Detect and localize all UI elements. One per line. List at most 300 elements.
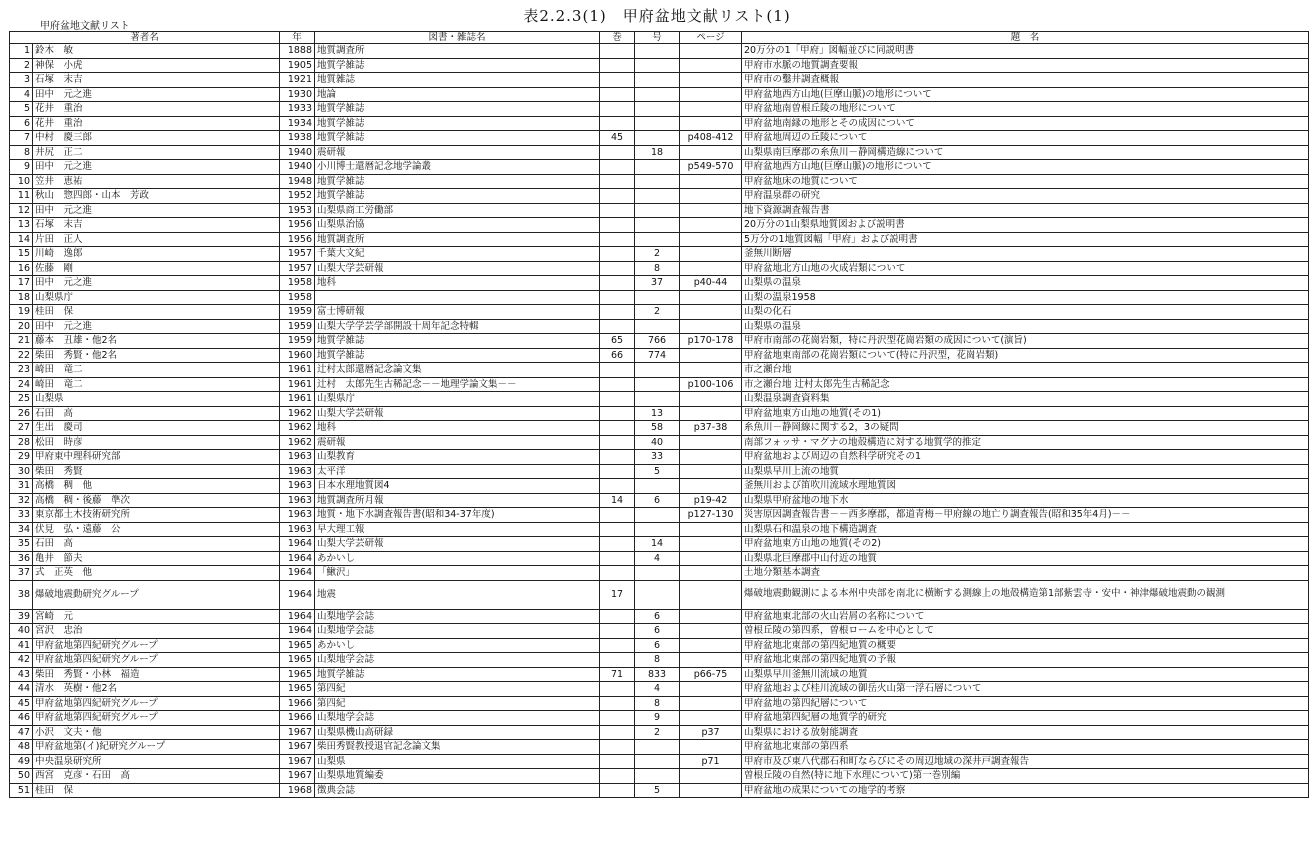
title-cell: 甲府盆地周辺の丘陵について — [742, 131, 1309, 146]
author-cell: 東京都土木技術研究所 — [33, 508, 280, 523]
issue-cell: 766 — [635, 334, 680, 349]
author-cell: 宮崎 元 — [33, 609, 280, 624]
journal-cell: 山梨県機山高研録 — [315, 725, 600, 740]
volume-cell — [600, 450, 635, 465]
table-row — [10, 131, 1309, 146]
title-cell: 土地分類基本調査 — [742, 566, 1309, 581]
pages-cell — [680, 435, 742, 450]
row-number: 42 — [10, 653, 33, 668]
volume-cell — [600, 276, 635, 291]
journal-cell: 日本水理地質図4 — [315, 479, 600, 494]
title-cell: 山梨温泉調査資料集 — [742, 392, 1309, 407]
year-cell: 1940 — [280, 145, 315, 160]
pages-cell — [680, 102, 742, 117]
issue-cell — [635, 392, 680, 407]
table-row — [10, 377, 1309, 392]
journal-cell: 地質学雑誌 — [315, 174, 600, 189]
pages-cell — [680, 522, 742, 537]
table-row — [10, 290, 1309, 305]
row-number: 51 — [10, 783, 33, 798]
table-row — [10, 711, 1309, 726]
year-cell: 1948 — [280, 174, 315, 189]
issue-cell — [635, 218, 680, 233]
table-row — [10, 392, 1309, 407]
row-number: 2 — [10, 58, 33, 73]
volume-cell — [600, 392, 635, 407]
volume-cell — [600, 522, 635, 537]
year-cell: 1968 — [280, 783, 315, 798]
journal-cell: 地質学雑誌 — [315, 58, 600, 73]
pages-cell — [680, 261, 742, 276]
table-row — [10, 638, 1309, 653]
row-number: 21 — [10, 334, 33, 349]
title-cell: 甲府市水脈の地質調査要報 — [742, 58, 1309, 73]
pages-cell: p37 — [680, 725, 742, 740]
title-cell: 甲府市及び東八代郡石和町ならびにその周辺地域の深井戸調査報告 — [742, 754, 1309, 769]
table-row — [10, 624, 1309, 639]
title-cell: 山梨県の温泉 — [742, 319, 1309, 334]
pages-cell — [680, 537, 742, 552]
title-cell: 市之瀬台地 — [742, 363, 1309, 378]
row-number: 24 — [10, 377, 33, 392]
row-number: 49 — [10, 754, 33, 769]
table-row — [10, 319, 1309, 334]
author-cell: 藤本 丑雄・他2名 — [33, 334, 280, 349]
pages-cell — [680, 609, 742, 624]
row-number: 14 — [10, 232, 33, 247]
journal-cell: 地質学雑誌 — [315, 334, 600, 349]
table-row — [10, 508, 1309, 523]
pages-cell — [680, 696, 742, 711]
row-number: 12 — [10, 203, 33, 218]
volume-cell — [600, 160, 635, 175]
journal-cell: 第四紀 — [315, 696, 600, 711]
volume-cell — [600, 682, 635, 697]
issue-cell — [635, 754, 680, 769]
title-cell: 甲府盆地東北部の火山岩屑の名称について — [742, 609, 1309, 624]
table-row — [10, 261, 1309, 276]
author-cell: 松田 時彦 — [33, 435, 280, 450]
row-number: 50 — [10, 769, 33, 784]
table-row — [10, 189, 1309, 204]
author-cell: 秋山 惣四郎・山本 芳政 — [33, 189, 280, 204]
author-cell: 井尻 正二 — [33, 145, 280, 160]
volume-cell — [600, 58, 635, 73]
journal-cell: 地質雑誌 — [315, 73, 600, 88]
year-cell: 1967 — [280, 740, 315, 755]
pages-cell — [680, 783, 742, 798]
journal-cell: 山梨大学芸研報 — [315, 537, 600, 552]
journal-cell: 地科 — [315, 421, 600, 436]
row-number: 17 — [10, 276, 33, 291]
journal-cell: 太平洋 — [315, 464, 600, 479]
pages-cell — [680, 218, 742, 233]
row-number: 27 — [10, 421, 33, 436]
issue-cell — [635, 131, 680, 146]
year-cell: 1934 — [280, 116, 315, 131]
row-number: 32 — [10, 493, 33, 508]
year-cell: 1960 — [280, 348, 315, 363]
issue-cell: 37 — [635, 276, 680, 291]
pages-cell — [680, 174, 742, 189]
volume-cell — [600, 290, 635, 305]
pages-cell — [680, 638, 742, 653]
issue-cell — [635, 102, 680, 117]
volume-cell — [600, 421, 635, 436]
journal-cell: 山梨大学学芸学部開設十周年記念特輯 — [315, 319, 600, 334]
title-cell: 市之瀬台地 辻村太郎先生古稀記念 — [742, 377, 1309, 392]
journal-cell: 山梨大学芸研報 — [315, 406, 600, 421]
issue-cell — [635, 508, 680, 523]
issue-cell — [635, 73, 680, 88]
journal-cell: 山梨県 — [315, 754, 600, 769]
table-row — [10, 406, 1309, 421]
year-cell: 1938 — [280, 131, 315, 146]
author-cell: 式 正英 他 — [33, 566, 280, 581]
journal-cell: 第四紀 — [315, 682, 600, 697]
volume-cell — [600, 116, 635, 131]
year-cell: 1940 — [280, 160, 315, 175]
author-cell: 山梨県庁 — [33, 290, 280, 305]
year-cell: 1964 — [280, 624, 315, 639]
author-cell: 甲府盆地第四紀研究グループ — [33, 711, 280, 726]
author-cell: 田中 元之進 — [33, 203, 280, 218]
year-cell: 1964 — [280, 609, 315, 624]
volume-cell — [600, 609, 635, 624]
title-cell: 山梨県石和温泉の地下構造調査 — [742, 522, 1309, 537]
journal-cell: 地質学雑誌 — [315, 131, 600, 146]
volume-cell — [600, 174, 635, 189]
issue-cell: 33 — [635, 450, 680, 465]
volume-cell — [600, 247, 635, 262]
literature-table — [9, 31, 1309, 798]
title-cell: 山梨県早川上流の地質 — [742, 464, 1309, 479]
year-cell: 1966 — [280, 696, 315, 711]
row-number: 4 — [10, 87, 33, 102]
row-number: 15 — [10, 247, 33, 262]
pages-cell — [680, 247, 742, 262]
pages-cell: p37-38 — [680, 421, 742, 436]
journal-cell: 地質調査所 — [315, 232, 600, 247]
header-cell-title: 題 名 — [742, 32, 1309, 44]
pages-cell — [680, 682, 742, 697]
journal-cell: 地震 — [315, 580, 600, 609]
volume-cell — [600, 218, 635, 233]
row-number: 19 — [10, 305, 33, 320]
row-number: 35 — [10, 537, 33, 552]
table-row — [10, 435, 1309, 450]
table-row — [10, 566, 1309, 581]
table-row — [10, 421, 1309, 436]
row-number: 39 — [10, 609, 33, 624]
issue-cell: 40 — [635, 435, 680, 450]
volume-cell — [600, 189, 635, 204]
pages-cell: p408-412 — [680, 131, 742, 146]
title-cell: 山梨県南巨摩郡の糸魚川－静岡構造線について — [742, 145, 1309, 160]
pages-cell — [680, 392, 742, 407]
table-row — [10, 305, 1309, 320]
volume-cell: 17 — [600, 580, 635, 609]
table-row — [10, 218, 1309, 233]
journal-cell: 震研報 — [315, 435, 600, 450]
issue-cell: 6 — [635, 638, 680, 653]
issue-cell — [635, 232, 680, 247]
volume-cell — [600, 479, 635, 494]
table-row — [10, 232, 1309, 247]
table-row — [10, 522, 1309, 537]
pages-cell — [680, 44, 742, 59]
author-cell: 石塚 末吉 — [33, 218, 280, 233]
volume-cell — [600, 508, 635, 523]
author-cell: 中央温泉研究所 — [33, 754, 280, 769]
title-cell: 曽根丘陵の自然(特に地下水理について)第一巻別編 — [742, 769, 1309, 784]
author-cell: 柴田 秀賢 — [33, 464, 280, 479]
row-number: 3 — [10, 73, 33, 88]
volume-cell — [600, 624, 635, 639]
issue-cell — [635, 363, 680, 378]
author-cell: 花井 重治 — [33, 116, 280, 131]
issue-cell: 2 — [635, 305, 680, 320]
issue-cell: 58 — [635, 421, 680, 436]
title-cell: 甲府盆地北東部の第四紀地質の予報 — [742, 653, 1309, 668]
issue-cell: 6 — [635, 609, 680, 624]
author-cell: 田中 元之進 — [33, 276, 280, 291]
header-cell-journal: 図書・雑誌名 — [315, 32, 600, 44]
journal-cell — [315, 290, 600, 305]
volume-cell: 65 — [600, 334, 635, 349]
issue-cell: 2 — [635, 725, 680, 740]
issue-cell: 4 — [635, 682, 680, 697]
volume-cell — [600, 87, 635, 102]
title-cell: 釜無川断層 — [742, 247, 1309, 262]
year-cell: 1964 — [280, 580, 315, 609]
volume-cell — [600, 203, 635, 218]
author-cell: 高橋 稠・後藤 準次 — [33, 493, 280, 508]
row-number: 36 — [10, 551, 33, 566]
volume-cell — [600, 537, 635, 552]
pages-cell — [680, 580, 742, 609]
pages-cell — [680, 740, 742, 755]
table-row — [10, 653, 1309, 668]
year-cell: 1965 — [280, 682, 315, 697]
title-cell: 甲府盆地北東部の第四紀地質の概要 — [742, 638, 1309, 653]
issue-cell — [635, 58, 680, 73]
author-cell: 高橋 稠 他 — [33, 479, 280, 494]
journal-cell: 早大理工報 — [315, 522, 600, 537]
year-cell: 1961 — [280, 392, 315, 407]
journal-cell: 山梨教育 — [315, 450, 600, 465]
row-number: 13 — [10, 218, 33, 233]
volume-cell — [600, 769, 635, 784]
year-cell: 1958 — [280, 290, 315, 305]
pages-cell — [680, 348, 742, 363]
author-cell: 亀井 節夫 — [33, 551, 280, 566]
year-cell: 1967 — [280, 725, 315, 740]
table-row — [10, 160, 1309, 175]
year-cell: 1905 — [280, 58, 315, 73]
pages-cell: p71 — [680, 754, 742, 769]
document-title: 表2.2.3(1) 甲府盆地文献リスト(1) — [523, 7, 791, 25]
year-cell: 1963 — [280, 508, 315, 523]
row-number: 22 — [10, 348, 33, 363]
author-cell: 西宮 克彦・石田 高 — [33, 769, 280, 784]
row-number: 6 — [10, 116, 33, 131]
pages-cell — [680, 464, 742, 479]
issue-cell: 5 — [635, 464, 680, 479]
author-cell: 神保 小虎 — [33, 58, 280, 73]
title-cell: 災害原因調査報告書－－西多摩郡，都道青梅－甲府線の地亡り調査報告(昭和35年4月)－－ — [742, 508, 1309, 523]
volume-cell: 14 — [600, 493, 635, 508]
volume-cell — [600, 377, 635, 392]
pages-cell: p127-130 — [680, 508, 742, 523]
issue-cell: 774 — [635, 348, 680, 363]
author-cell: 甲府盆地第四紀研究グループ — [33, 653, 280, 668]
journal-cell: 地質学雑誌 — [315, 116, 600, 131]
journal-cell: あかいし — [315, 551, 600, 566]
table-header-row — [10, 32, 1309, 44]
author-cell: 崎田 竜二 — [33, 363, 280, 378]
table-row — [10, 609, 1309, 624]
title-cell: 甲府盆地西方山地(巨摩山脈)の地形について — [742, 160, 1309, 175]
title-cell: 甲府盆地北東部の第四系 — [742, 740, 1309, 755]
author-cell: 崎田 竜二 — [33, 377, 280, 392]
year-cell: 1953 — [280, 203, 315, 218]
year-cell: 1888 — [280, 44, 315, 59]
issue-cell — [635, 189, 680, 204]
volume-cell — [600, 754, 635, 769]
issue-cell — [635, 566, 680, 581]
table-row — [10, 537, 1309, 552]
row-number: 47 — [10, 725, 33, 740]
journal-cell: 地質・地下水調査報告書(昭和34-37年度) — [315, 508, 600, 523]
table-row — [10, 116, 1309, 131]
row-number: 25 — [10, 392, 33, 407]
row-number: 48 — [10, 740, 33, 755]
title-cell: 爆破地震動観測による本州中央部を南北に横断する測線上の地殻構造第1部紫雲寺・安中・神津爆破地震動の観測 — [742, 580, 1309, 609]
year-cell: 1961 — [280, 377, 315, 392]
issue-cell — [635, 160, 680, 175]
year-cell: 1959 — [280, 305, 315, 320]
title-cell: 山梨の温泉1958 — [742, 290, 1309, 305]
author-cell: 佐藤 剛 — [33, 261, 280, 276]
row-number: 5 — [10, 102, 33, 117]
title-cell: 地下資源調査報告書 — [742, 203, 1309, 218]
pages-cell — [680, 624, 742, 639]
pages-cell — [680, 145, 742, 160]
year-cell: 1957 — [280, 247, 315, 262]
issue-cell: 14 — [635, 537, 680, 552]
year-cell: 1959 — [280, 319, 315, 334]
table-body — [10, 44, 1309, 798]
table-row — [10, 44, 1309, 59]
author-cell: 甲府盆地第(イ)紀研究グループ — [33, 740, 280, 755]
author-cell: 田中 元之進 — [33, 87, 280, 102]
author-cell: 柴田 秀賢・小林 福造 — [33, 667, 280, 682]
journal-cell: 地質調査所 — [315, 44, 600, 59]
volume-cell — [600, 696, 635, 711]
author-cell: 片田 正人 — [33, 232, 280, 247]
year-cell: 1963 — [280, 493, 315, 508]
volume-cell: 45 — [600, 131, 635, 146]
table-row — [10, 667, 1309, 682]
author-cell: 清水 英樹・他2名 — [33, 682, 280, 697]
row-number: 43 — [10, 667, 33, 682]
table-row — [10, 102, 1309, 117]
issue-cell — [635, 769, 680, 784]
year-cell: 1965 — [280, 653, 315, 668]
volume-cell — [600, 305, 635, 320]
year-cell: 1965 — [280, 638, 315, 653]
issue-cell — [635, 522, 680, 537]
title-cell: 山梨の化石 — [742, 305, 1309, 320]
pages-cell: p19-42 — [680, 493, 742, 508]
author-cell: 甲府東中理科研究部 — [33, 450, 280, 465]
issue-cell: 5 — [635, 783, 680, 798]
pages-cell: p66-75 — [680, 667, 742, 682]
title-cell: 甲府盆地南縁の地形とその成因について — [742, 116, 1309, 131]
row-number: 44 — [10, 682, 33, 697]
volume-cell — [600, 102, 635, 117]
journal-cell: 山梨県治協 — [315, 218, 600, 233]
row-number: 29 — [10, 450, 33, 465]
issue-cell — [635, 740, 680, 755]
issue-cell: 6 — [635, 624, 680, 639]
row-number: 9 — [10, 160, 33, 175]
table-row — [10, 87, 1309, 102]
title-cell: 甲府市南部の花崗岩類，特に丹沢型花崗岩類の成因について(演旨) — [742, 334, 1309, 349]
title-cell: 甲府盆地床の地質について — [742, 174, 1309, 189]
row-number: 20 — [10, 319, 33, 334]
journal-cell: 地質調査所月報 — [315, 493, 600, 508]
header-cell-year: 年 — [280, 32, 315, 44]
row-number: 38 — [10, 580, 33, 609]
volume-cell — [600, 653, 635, 668]
table-row — [10, 73, 1309, 88]
author-cell: 爆破地震動研究グループ — [33, 580, 280, 609]
issue-cell: 4 — [635, 551, 680, 566]
author-cell: 石田 高 — [33, 537, 280, 552]
issue-cell: 8 — [635, 261, 680, 276]
table-row — [10, 464, 1309, 479]
table-row — [10, 348, 1309, 363]
title-cell: 山梨県早川釜無川流域の地質 — [742, 667, 1309, 682]
volume-cell — [600, 711, 635, 726]
journal-cell: 辻村太郎還暦記念論文集 — [315, 363, 600, 378]
pages-cell — [680, 319, 742, 334]
table-row — [10, 145, 1309, 160]
title-cell: 曽根丘陵の第四系，曽根ロームを中心として — [742, 624, 1309, 639]
volume-cell — [600, 566, 635, 581]
issue-cell — [635, 580, 680, 609]
author-cell: 中村 慶三郎 — [33, 131, 280, 146]
issue-cell — [635, 377, 680, 392]
journal-cell: 地質学雑誌 — [315, 667, 600, 682]
title-cell: 山梨県甲府盆地の地下水 — [742, 493, 1309, 508]
pages-cell — [680, 87, 742, 102]
title-cell: 5万分の1地質図幅「甲府」および説明書 — [742, 232, 1309, 247]
title-cell: 甲府市の鑿井調査概報 — [742, 73, 1309, 88]
title-cell: 20万分の1山梨県地質図および説明書 — [742, 218, 1309, 233]
row-number: 8 — [10, 145, 33, 160]
table-row — [10, 276, 1309, 291]
issue-cell: 9 — [635, 711, 680, 726]
volume-cell — [600, 232, 635, 247]
row-number: 26 — [10, 406, 33, 421]
table-row — [10, 769, 1309, 784]
title-cell: 甲府盆地の成果についての地学的考察 — [742, 783, 1309, 798]
year-cell: 1966 — [280, 711, 315, 726]
author-cell: 笠井 恵祐 — [33, 174, 280, 189]
